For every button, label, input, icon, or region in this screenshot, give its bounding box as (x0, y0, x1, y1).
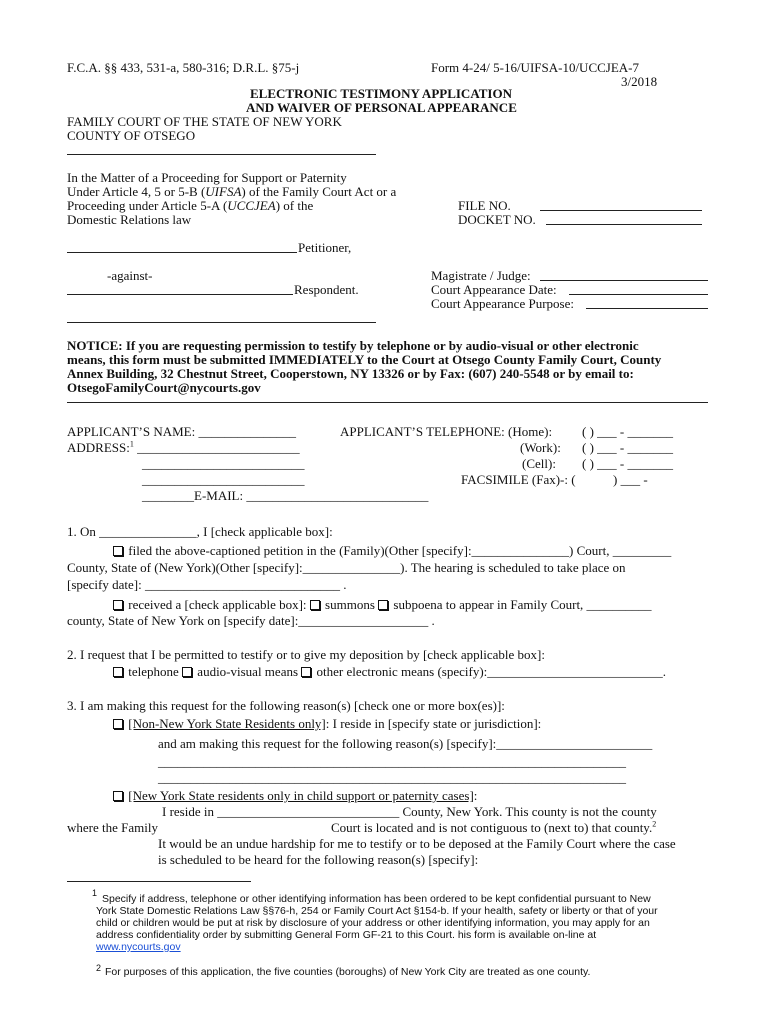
non-ny-resident-checkbox[interactable] (113, 719, 123, 729)
notice-email: OtsegoFamilyCourt@nycourts.gov (67, 380, 261, 395)
caption-rule-bottom (67, 322, 376, 323)
applicant-address-label: ADDRESS:$^1$ _________________________ (67, 439, 300, 455)
item-2-intro: 2. I request that I be permitted to testify or to give my deposition by [check applicable box]: (67, 647, 545, 662)
item-1-intro: 1. On _______________, I [check applicable box]: (67, 524, 333, 539)
against-label: -against- (107, 268, 153, 283)
footnote-1-line-2: York State Domestic Relations Law §§76-h, 254 or Family Court Act §154-b. If your health, safety or liberty or that of your (96, 905, 658, 917)
docket-no-field[interactable] (546, 224, 702, 225)
item-1-county-line: County, State of (New York)(Other [specify]:_______________). The hearing is scheduled to take place on (67, 560, 626, 575)
matter-line-4: Domestic Relations law (67, 212, 192, 227)
telephone-work-label: (Work): (520, 440, 561, 455)
work-phone-field[interactable]: ( ) ___ - _______ (582, 440, 673, 455)
footnote-1-line-1: Specify if address, telephone or other identifying information has been ordered to be kept confidential pursuant to New (102, 893, 651, 905)
item-3-intro: 3. I am making this request for the following reason(s) [check one or more box(es)]: (67, 698, 505, 713)
item-1-appear-date: county, State of New York on [specify date]:____________________ . (67, 613, 435, 628)
other-electronic-checkbox[interactable] (301, 667, 311, 677)
filed-checkbox[interactable] (113, 546, 123, 556)
form-number: Form 4-24/ 5-16/UIFSA-10/UCCJEA-7 (431, 60, 640, 75)
form-title-line-1: ELECTRONIC TESTIMONY APPLICATION (250, 86, 512, 101)
subpoena-checkbox[interactable] (378, 600, 388, 610)
notice-line-3: Annex Building, 32 Chestnut Street, Cooperstown, NY 13326 or by Fax: (607) 240-5548 or by email to: (67, 366, 634, 381)
item-3-reside-line: I reside in ____________________________ County, New York. This county is not the county (162, 804, 657, 819)
appearance-date-field[interactable] (569, 294, 708, 295)
footnote-1-mark: 1 (92, 888, 98, 898)
appearance-purpose-label: Court Appearance Purpose: (431, 296, 574, 311)
notice-rule (67, 402, 708, 403)
ny-resident-checkbox[interactable] (113, 791, 123, 801)
form-date: 3/2018 (621, 74, 658, 89)
item-1-filed-option: filed the above-captioned petition in the (Family)(Other [specify]:_______________) Court, _________ (113, 543, 671, 558)
petitioner-name-field[interactable] (67, 252, 297, 253)
item-3-hardship-line: It would be an undue hardship for me to testify or to be deposed at the Family Court where the case (158, 836, 676, 851)
footnote-1-line-3: child or children would be put at risk by disclosure of your address or other identifying information, you may apply for an (96, 917, 650, 929)
docket-no-label: DOCKET NO. (458, 212, 536, 227)
matter-line-3: Proceeding under Article 5-A (UCCJEA) of the (67, 198, 314, 213)
item-3-ny-option: [New York State residents only in child support or paternity cases]: (113, 788, 477, 803)
email-field[interactable]: ________E-MAIL: ____________________________ (142, 488, 429, 503)
respondent-label: Respondent. (294, 282, 359, 297)
file-no-field[interactable] (540, 210, 702, 211)
item-3-court-located: Court is located and is not contiguous to (next to) that county.$^2$ (331, 819, 657, 835)
telephone-checkbox[interactable] (113, 667, 123, 677)
reason-blank-2[interactable]: ________________________________________________________________________ (158, 770, 626, 785)
fax-field[interactable]: ) ___ - (613, 472, 648, 487)
reason-blank-1[interactable]: ________________________________________________________________________ (158, 754, 626, 769)
appearance-purpose-field[interactable] (586, 308, 708, 309)
statute-citation: F.C.A. §§ 433, 531-a, 580-316; D.R.L. §75-j (67, 60, 300, 75)
telephone-cell-label: (Cell): (522, 456, 556, 471)
file-no-label: FILE NO. (458, 198, 511, 213)
item-2-options: telephone audio-visual means other electronic means (specify):___________________________. (113, 664, 666, 679)
matter-line-1: In the Matter of a Proceeding for Support or Paternity (67, 170, 347, 185)
address-line-3[interactable]: _________________________ (142, 472, 305, 487)
notice-line-1: NOTICE: If you are requesting permission to testify by telephone or by audio-visual or other electronic (67, 338, 639, 353)
footnote-2-text: For purposes of this application, the five counties (boroughs) of New York City are treated as one county. (105, 966, 591, 978)
cell-phone-field[interactable]: ( ) ___ - _______ (582, 456, 673, 471)
item-3-where-family: where the Family (67, 820, 158, 835)
received-checkbox[interactable] (113, 600, 123, 610)
item-1-hearing-date: [specify date]: ______________________________ . (67, 577, 347, 592)
magistrate-field[interactable] (540, 280, 708, 281)
matter-line-2: Under Article 4, 5 or 5-B (UIFSA) of the Family Court Act or a (67, 184, 397, 199)
footnote-2-mark: 2 (96, 963, 102, 973)
court-name: FAMILY COURT OF THE STATE OF NEW YORK (67, 114, 342, 129)
appearance-date-label: Court Appearance Date: (431, 282, 557, 297)
audio-visual-checkbox[interactable] (182, 667, 192, 677)
magistrate-label: Magistrate / Judge: (431, 268, 531, 283)
home-phone-field[interactable]: ( ) ___ - _______ (582, 424, 673, 439)
nycourts-link[interactable]: www.nycourts.gov (96, 941, 181, 953)
form-title-line-2: AND WAIVER OF PERSONAL APPEARANCE (246, 100, 517, 115)
item-1-received-option: received a [check applicable box]: summons subpoena to appear in Family Court, __________ (113, 597, 652, 612)
item-3-non-ny-option: [Non-New York State Residents only]: I reside in [specify state or jurisdiction]: (113, 716, 541, 731)
footnote-1-line-4: address confidentiality order by submitting General Form GF-21 to this Court. his form is available on-line at (96, 929, 597, 941)
county-name: COUNTY OF OTSEGO (67, 128, 196, 143)
respondent-name-field[interactable] (67, 294, 293, 295)
applicant-name-label: APPLICANT’S NAME: _______________ (67, 424, 296, 439)
item-3-reason-specify: is scheduled to be heard for the following reason(s) [specify]: (158, 852, 479, 867)
summons-checkbox[interactable] (310, 600, 320, 610)
caption-rule-top (67, 154, 376, 155)
item-3-reason-line: and am making this request for the following reason(s) [specify]:________________________ (158, 736, 653, 751)
address-line-2[interactable]: _________________________ (142, 456, 305, 471)
petitioner-label: Petitioner, (298, 240, 352, 255)
fax-label: FACSIMILE (Fax)-: ( (461, 472, 576, 487)
notice-line-2: means, this form must be submitted IMMEDIATELY to the Court at Otsego County Family Court, County (67, 352, 662, 367)
footnote-separator (67, 881, 251, 882)
telephone-home-label: APPLICANT’S TELEPHONE: (Home): (340, 424, 553, 439)
